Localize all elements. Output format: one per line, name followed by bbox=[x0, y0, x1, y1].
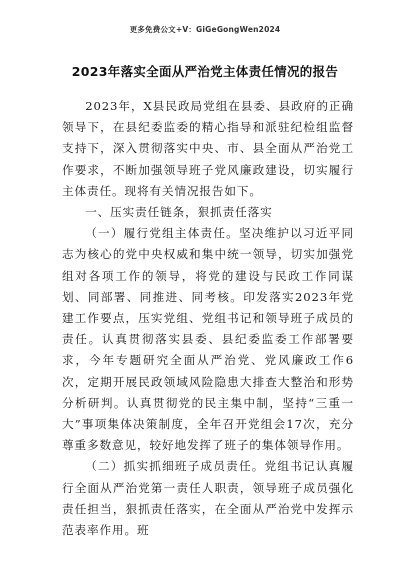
body-paragraph: （二）抓实抓细班子成员责任。党组书记认真履行全面从严治党第一责任人职责，领导班子成员强化责任担当，狠抓责任落实，在全面从严治党中发挥示范表率作用。班 bbox=[62, 459, 354, 538]
intro-paragraph: 2023年，X县民政局党组在县委、县政府的正确领导下，在县纪委监委的精心指导和派驻纪检组监督支持下，深入贯彻落实中央、市、县全面从严治党工作要求，不断加强领导班子党风廉政建设，切实履行主体责任。现将有关情况报告如下。 bbox=[62, 99, 354, 198]
document-body bbox=[62, 96, 354, 541]
header-note: 更多免费公文+V：GiGeGongWen2024 bbox=[129, 25, 281, 34]
document-title: 2023年落实全面从严治党主体责任情况的报告 bbox=[71, 64, 339, 79]
section-heading: 一、压实责任链条，狠抓责任落实 bbox=[85, 205, 273, 220]
body-paragraph: （一）履行党组主体责任。坚决维护以习近平同志为核心的党中央权威和集中统一领导，切实加强党组对各项工作的领导，将党的建设与民政工作同谋划、同部署、同推进、同考核。印发落实2023年党建工作要点，压实党组、党组书记和领导班子成员的责任。认真贯彻落实县委、县纪委监委工作部署要求，今年专题研究全面从严治党、党风廉政工作6次，定期开展民政领域风险隐患大排查大整治和形势分析研判。认真贯彻党的民主集中制，坚持“三重一大”事项集体决策制度，全年召开党组会17次，充分尊重多数意见，较好地发挥了班子的集体领导作用。 bbox=[62, 226, 354, 453]
